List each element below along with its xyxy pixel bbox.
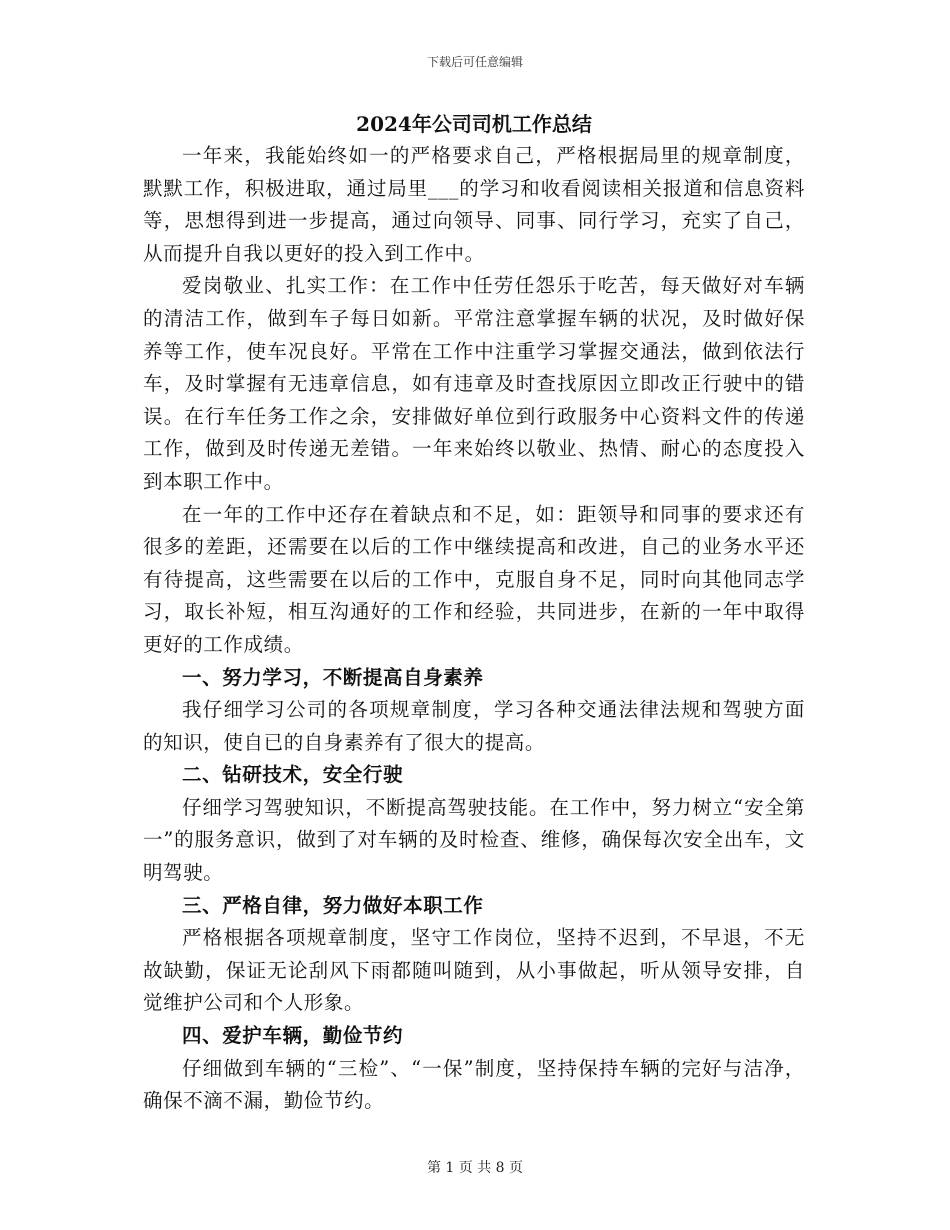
page-header: 下载后可任意编辑 (426, 55, 523, 69)
section-body-vehicle-care: 仔细做到车辆的“三检”、“一保”制度，坚持保持车辆的完好与洁净，确保不滴不漏，勤俭节约。 (143, 1056, 805, 1113)
paragraph-shortcomings: 在一年的工作中还存在着缺点和不足，如：距领导和同事的要求还有很多的差距，还需要在以后的工作中继续提高和改进，自己的业务水平还有待提高，这些需要在以后的工作中，克服自身不足，同时向其他同志学习，取长补短，相互沟通好的工作和经验，共同进步，在新的一年中取得更好的工作成绩。 (143, 502, 805, 656)
section-body-study: 我仔细学习公司的各项规章制度，学习各种交通法律法规和驾驶方面的知识，使自已的自身素养有了很大的提高。 (143, 698, 805, 754)
page-number-footer: 第 1 页 共 8 页 (426, 1160, 524, 1176)
section-body-safe-driving: 仔细学习驾驶知识，不断提高驾驶技能。在工作中，努力树立“安全第一”的服务意识，做到了对车辆的及时检查、维修，确保每次安全出车，文明驾驶。 (143, 795, 805, 885)
section-heading-vehicle-care: 四、爱护车辆，勤俭节约 (182, 1024, 404, 1048)
section-body-discipline: 严格根据各项规章制度，坚守工作岗位，坚持不迟到，不早退，不无故缺勤，保证无论刮风下雨都随叫随到，从小事做起，听从领导安排，自觉维护公司和个人形象。 (143, 926, 805, 1015)
paragraph-dedication: 爱岗敬业、扎实工作：在工作中任劳任怨乐于吃苦，每天做好对车辆的清洁工作，做到车子每日如新。平常注意掌握车辆的状况，及时做好保养等工作，使车况良好。平常在工作中注重学习掌握交通法，做到依法行车，及时掌握有无违章信息，如有违章及时查找原因立即改正行驶中的错误。在行车任务工作之余，安排做好单位到行政服务中心资料文件的传递工作，做到及时传递无差错。一年来始终以敬业、热情、耐心的态度投入到本职工作中。 (143, 274, 805, 493)
section-heading-safe-driving: 二、钻研技术，安全行驶 (182, 763, 404, 787)
document-body (143, 108, 805, 1118)
paragraph-intro: 一年来，我能始终如一的严格要求自己，严格根据局里的规章制度，默默工作，积极进取，通过局里___的学习和收看阅读相关报道和信息资料等，思想得到进一步提高，通过向领导、同事、同行学习，充实了自己，从而提升自我以更好的投入到工作中。 (143, 144, 805, 265)
section-heading-study: 一、努力学习，不断提高自身素养 (182, 665, 484, 689)
document-title: 2024年公司司机工作总结 (356, 112, 592, 136)
section-heading-discipline: 三、严格自律，努力做好本职工作 (182, 893, 484, 917)
